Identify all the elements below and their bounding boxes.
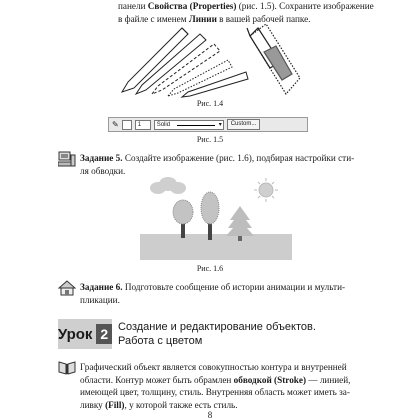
top-paragraph-line-2: в файле с именем Линии в вашей рабочей папке. bbox=[118, 13, 311, 24]
figure-1-4-pencils bbox=[110, 22, 310, 98]
lesson-word: Урок bbox=[57, 325, 93, 343]
lesson-number: 2 bbox=[96, 324, 112, 344]
computer-icon bbox=[58, 151, 76, 167]
lesson-badge bbox=[58, 319, 112, 349]
intro-paragraph bbox=[80, 361, 372, 411]
fig-1-4-caption: Рис. 1.4 bbox=[196, 99, 224, 108]
lesson-title-line-1: Создание и редактирование объектов. bbox=[118, 321, 316, 333]
task-6-text: Подготовьте сообщение об истории анимации и мульти- bbox=[122, 282, 346, 292]
stroke-style-value: Solid bbox=[156, 121, 171, 128]
intro-line-1: Графический объект является совокупностью контура и внутренней bbox=[80, 362, 347, 372]
lesson-title bbox=[118, 320, 378, 348]
pencil-icon bbox=[182, 72, 248, 97]
lesson-title-line-2: Работа с цветом bbox=[118, 335, 203, 347]
house-icon bbox=[58, 280, 76, 296]
book-icon bbox=[58, 360, 76, 375]
stroke-preview-line bbox=[177, 125, 215, 126]
top-paragraph-line-1: панели Свойства (Properties) (рис. 1.5). Сохраните изображение bbox=[118, 1, 374, 11]
tree-icon bbox=[173, 200, 193, 238]
fig-1-6-caption: Рис. 1.6 bbox=[196, 264, 224, 273]
sun-icon bbox=[254, 178, 278, 202]
task-6-text-2: пликации. bbox=[80, 294, 120, 305]
stroke-size-field[interactable]: 1 bbox=[135, 120, 151, 130]
intro-line-2: области. Контур может быть обрамлен обводкой (Stroke) — линией, bbox=[80, 374, 351, 385]
dashed-pencil-icon bbox=[152, 44, 220, 94]
stroke-color-swatch[interactable] bbox=[122, 120, 132, 130]
ground bbox=[140, 234, 292, 260]
figure-1-6-landscape bbox=[140, 176, 292, 262]
tree-icon bbox=[201, 192, 219, 240]
task-5-text: Создайте изображение (рис. 1.6), подбирая настройки сти- bbox=[122, 153, 355, 163]
fig-1-5-caption: Рис. 1.5 bbox=[196, 135, 224, 144]
stroke-style-select[interactable] bbox=[154, 120, 224, 130]
task-5 bbox=[80, 152, 370, 177]
page-number: 8 bbox=[207, 410, 213, 420]
intro-line-4: ливку (Fill), у которой также есть стиль. bbox=[80, 399, 238, 410]
crayon-icon bbox=[247, 24, 300, 94]
chevron-down-icon: ▾ bbox=[218, 121, 222, 128]
intro-line-3: имеющей цвет, толщину, стиль. Внутренняя область может иметь за- bbox=[80, 387, 350, 397]
task-6 bbox=[80, 281, 370, 306]
task-5-label: Задание 5. bbox=[80, 153, 123, 163]
stroke-toolbar bbox=[108, 117, 308, 132]
fir-tree-icon bbox=[226, 206, 254, 241]
dotted-pencil-icon bbox=[168, 60, 232, 96]
cloud-icon bbox=[150, 177, 186, 194]
pencil-tool-icon[interactable]: ✎ bbox=[112, 120, 119, 129]
task-6-label: Задание 6. bbox=[80, 282, 123, 292]
task-5-text-2: ля обводки. bbox=[80, 165, 126, 176]
custom-stroke-button[interactable]: Custom... bbox=[227, 119, 261, 130]
